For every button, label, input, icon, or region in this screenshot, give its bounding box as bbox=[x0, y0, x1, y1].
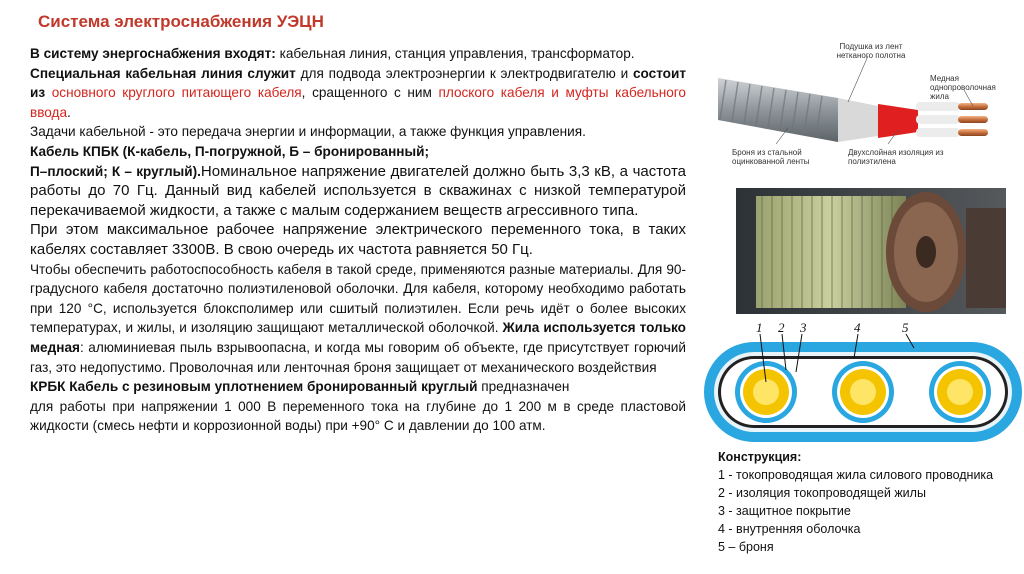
cross-section-illustration bbox=[702, 320, 1024, 444]
legend-item: 1 - токопроводящая жила силового проводника bbox=[718, 468, 994, 482]
legend-item: 2 - изоляция токопроводящей жилы bbox=[718, 486, 926, 500]
flat-cable-image bbox=[718, 40, 1016, 182]
paragraph-materials bbox=[30, 260, 686, 378]
text bbox=[45, 85, 52, 100]
callout-5: 5 bbox=[902, 320, 909, 335]
text: Чтобы обеспечить работоспособность кабеля в такой среде, применяются разные материалы. Для 90-градусного кабеля достаточно полиэтиленовой оболочки. Для кабеля, которому необходимо работать при 120 °С, используется блоксполимер или сшитый полиэтилен. Если речь идёт о более высоких температурах, и жилы, и изоляцию защищают металлической оболочкой. bbox=[30, 261, 686, 336]
construction-legend bbox=[718, 448, 1008, 556]
text: , сращенного с ним bbox=[301, 85, 439, 101]
text-bold: Жила используется только медная bbox=[30, 320, 686, 355]
paragraph-krbk bbox=[30, 377, 686, 397]
cable-reel-image bbox=[736, 188, 1006, 314]
cable-reel-illustration bbox=[736, 188, 1006, 314]
paragraph-tasks: Задачи кабельной - это передача энергии и информации, а также функция управления. bbox=[30, 124, 586, 140]
text: . bbox=[67, 104, 71, 120]
text-highlight: основного круглого питающего кабеля bbox=[51, 85, 302, 101]
paragraph-krbk-usage: для работы при напряжении 1 000 В переменного тока на глубине до 1 200 м в среде пластовой жидкости (смесь нефти и коррозионной воды) при +90° С и давлении до 100 атм. bbox=[30, 398, 686, 434]
paragraph-cable-line bbox=[30, 64, 686, 123]
paragraph-kpbk: Кабель КПБК (К-кабель, П-погружной, Б – бронированный; bbox=[30, 143, 429, 159]
text: предназначен bbox=[477, 379, 570, 395]
label-copper: Медная однопроволочная жила bbox=[930, 74, 996, 101]
legend-heading: Конструкция: bbox=[718, 450, 802, 464]
paragraph-system bbox=[30, 44, 686, 64]
cross-section-diagram bbox=[702, 320, 1024, 444]
text: Номинальное напряжение двигателей должно быть 3,3 кВ, а частота работы до 70 Гц. Данный вид кабелей используется в скважинах с низкой температурой перекачиваемой жидкости, а также с малым содержанием веществ агрессивного типа. bbox=[30, 162, 686, 219]
legend-item: 4 - внутренняя оболочка bbox=[718, 522, 861, 536]
label-insulation: Двухслойная изоляция из полиэтилена bbox=[848, 148, 944, 166]
paragraph-frequency: При этом максимальное рабочее напряжение электрического переменного тока, в таких кабелях составляет 3300В. В свою очередь их частота равняется 50 Гц. bbox=[30, 221, 686, 258]
label-armor: Броня из стальной оцинкованной ленты bbox=[732, 148, 810, 166]
text-bold: П–плоский; К – круглый). bbox=[30, 163, 201, 179]
text-bold: Специальная кабельная линия служит bbox=[30, 65, 296, 81]
callout-1: 1 bbox=[756, 320, 763, 335]
callout-2: 2 bbox=[778, 320, 785, 335]
text: для подвода электроэнергии к электродвигателю и bbox=[295, 65, 633, 81]
text-highlight: плоского кабеля и муфты кабельного ввода bbox=[30, 85, 686, 120]
text-bold: состоит из bbox=[30, 65, 686, 101]
paragraph-voltage bbox=[30, 162, 686, 221]
text-bold: КРБК Кабель с резиновым уплотнением бронированный круглый bbox=[30, 379, 478, 395]
callout-4: 4 bbox=[854, 320, 861, 335]
text-bold: В систему энергоснабжения входят: bbox=[30, 46, 276, 61]
main-text bbox=[30, 44, 686, 436]
text: : алюминиевая пыль взрывоопасна, и когда мы говорим об объекте, где присутствует горючий газ, это недопустимо. Проволочная или ленточная броня защищает от механического воздействия bbox=[30, 339, 686, 375]
text: кабельная линия, станция управления, трансформатор. bbox=[275, 46, 635, 61]
legend-item: 3 - защитное покрытие bbox=[718, 504, 851, 518]
label-pad: Подушка из лент нетканого полотна bbox=[836, 42, 906, 60]
callout-3: 3 bbox=[800, 320, 807, 335]
page-title: Система электроснабжения УЭЦН bbox=[38, 12, 324, 31]
legend-item: 5 – броня bbox=[718, 540, 774, 554]
